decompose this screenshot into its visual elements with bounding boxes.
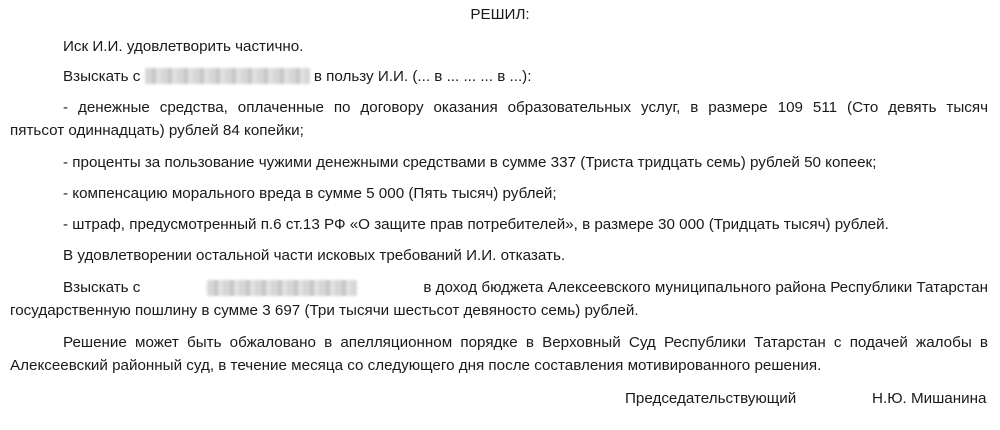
paragraph-state-duty-line1 <box>63 279 988 297</box>
decision-heading: РЕШИЛ: <box>470 6 530 23</box>
redacted-defendant-name-2 <box>207 280 357 296</box>
paragraph-appeal-line2: Алексеевский районный суд, в течение месяца со следующего дня после составления мотивированного решения. <box>10 357 822 374</box>
paragraph-remaining-claims-denied: В удовлетворении остальной части исковых требований И.И. отказать. <box>63 247 566 264</box>
presiding-judge-label: Председательствующий <box>625 390 797 407</box>
paragraph-tuition-refund-line1: - денежные средства, оплаченные по договору оказания образовательных услуг, в размере 109 511 (Сто девять тысяч <box>63 99 988 116</box>
paragraph-appeal-line1: Решение может быть обжаловано в апелляционном порядке в Верховный Суд Республики Татарстан с подачей жалобы в <box>63 334 988 351</box>
state-duty-label: Взыскать с <box>63 279 141 296</box>
recover-beneficiary-text: в пользу И.И. (... в ... ... ... в ...): <box>313 68 532 85</box>
signature-block <box>625 390 987 408</box>
paragraph-moral-damages: - компенсацию морального вреда в сумме 5 000 (Пять тысяч) рублей; <box>63 185 557 202</box>
paragraph-recover-from <box>63 68 988 86</box>
paragraph-interest: - проценты за пользование чужими денежными средствами в сумме 337 (Триста тридцать семь) рублей 50 копеек; <box>63 154 877 171</box>
paragraph-tuition-refund-line2: пятьсот одиннадцать) рублей 84 копейки; <box>10 122 304 139</box>
paragraph-claim-partially-granted: Иск И.И. удовлетворить частично. <box>63 38 304 55</box>
state-duty-budget-text: в доход бюджета Алексеевского муниципального района Республики Татарстан <box>423 279 988 296</box>
paragraph-penalty: - штраф, предусмотренный п.6 ст.13 РФ «О защите прав потребителей», в размере 30 000 (Тридцать тысяч) рублей. <box>63 216 889 233</box>
recover-label: Взыскать с <box>63 68 141 85</box>
paragraph-state-duty-line2: государственную пошлину в сумме 3 697 (Три тысячи шестьсот девяносто семь) рублей. <box>10 302 639 319</box>
judge-name: Н.Ю. Мишанина <box>872 390 987 407</box>
redacted-defendant-name <box>145 68 310 84</box>
